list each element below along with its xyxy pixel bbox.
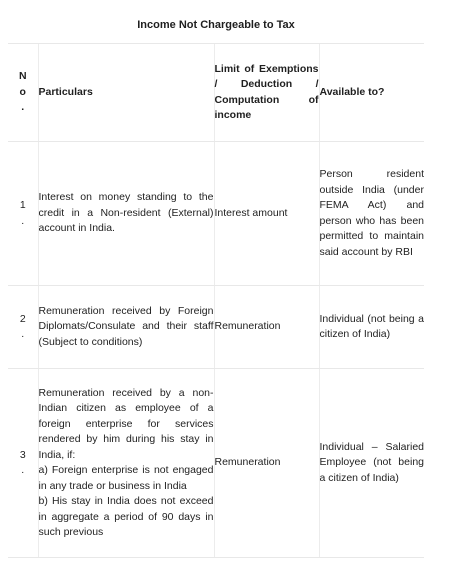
table-header-row [8,44,424,142]
row-particulars-condition-b: b) His stay in India does not exceed in aggregate a period of 90 days in such previous [38,495,214,538]
row-particulars-condition-a: a) Foreign enterprise is not engaged in any trade or business in India [38,464,214,492]
row-limit: Remuneration [214,286,319,369]
row-number: 1 . [8,142,38,286]
header-available: Available to? [319,44,424,142]
row-particulars: Remuneration received by Foreign Diplomats/Consulate and their staff (Subject to conditions) [38,286,214,369]
table-row [8,286,424,369]
header-particulars: Particulars [38,44,214,142]
row-number: 2 . [8,286,38,369]
row-limit: Interest amount [214,142,319,286]
header-limit: Limit of Exemptions / Deduction / Computation of income [214,44,319,142]
row-particulars: Interest on money standing to the credit in a Non-resident (External) account in India. [38,142,214,286]
row-available: Person resident outside India (under FEMA Act) and person who has been permitted to maintain said account by RBI [319,142,424,286]
table-title: Income Not Chargeable to Tax [8,8,424,44]
row-number: 3 . [8,369,38,558]
table-row [8,142,424,286]
header-no: N o . [8,44,38,142]
row-particulars-intro: Remuneration received by a non-Indian citizen as employee of a foreign enterprise for services rendered by him during his stay in India, if: [38,386,214,461]
row-available: Individual (not being a citizen of India) [319,286,424,369]
row-available: Individual – Salaried Employee (not being a citizen of India) [319,369,424,558]
table-title-row [8,8,424,44]
row-limit: Remuneration [214,369,319,558]
row-particulars [38,369,214,558]
tax-exemption-table [8,8,424,558]
table-row [8,369,424,558]
